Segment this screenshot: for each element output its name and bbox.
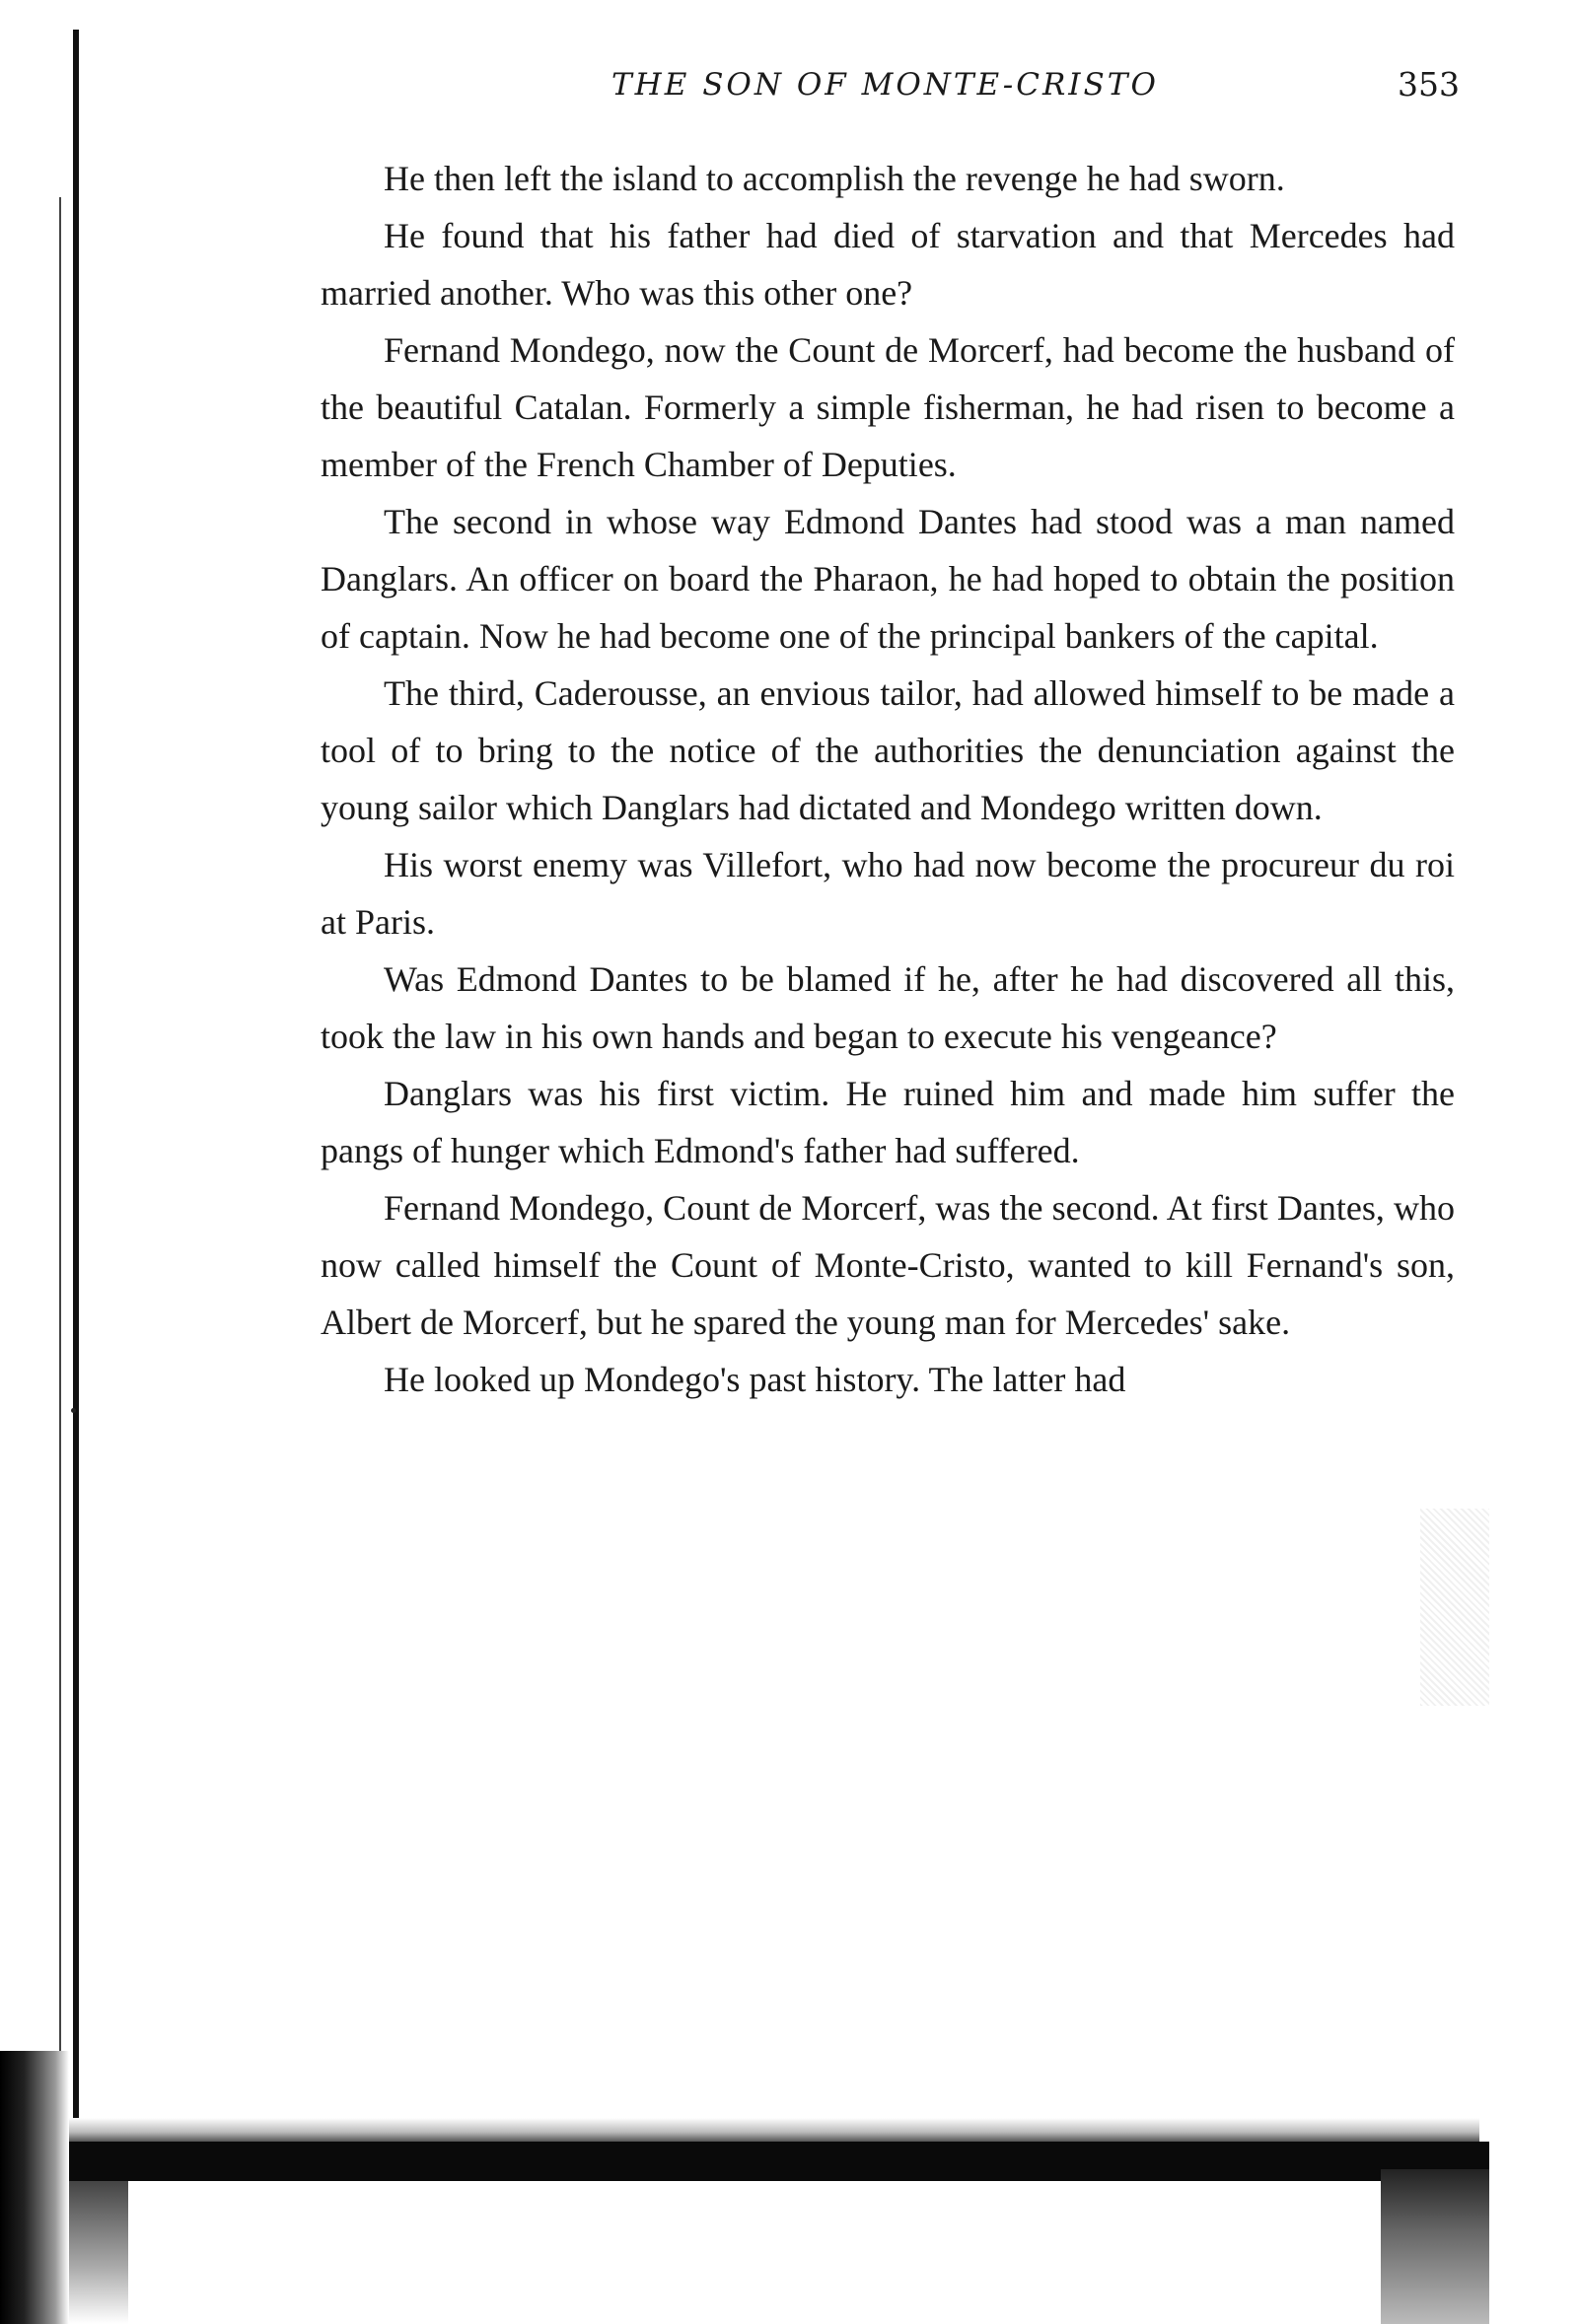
paragraph: He then left the island to accomplish the revenge he had sworn.	[384, 159, 1285, 198]
paragraph: His worst enemy was Villefort, who had now become the procureur du roi at Paris.	[321, 845, 1455, 942]
binding-edge	[73, 30, 79, 2149]
paragraph: Was Edmond Dantes to be blamed if he, after he had discovered all this, took the law in his own hands and began to execute his vengeance?	[321, 959, 1455, 1056]
paper-speckle	[1420, 1509, 1489, 1706]
page-number: 353	[1398, 65, 1460, 104]
binding-mark	[71, 1408, 76, 1413]
body-text	[321, 150, 1455, 1408]
binding-shadow	[0, 2051, 69, 2324]
running-title: THE SON OF MONTE-CRISTO	[611, 67, 1159, 103]
paragraph: He looked up Mondego's past history. The latter had	[384, 1360, 1126, 1399]
scan-edge-shadow	[0, 2118, 1479, 2142]
scan-corner-shadow	[1381, 2169, 1489, 2324]
paragraph: Fernand Mondego, Count de Morcerf, was the second. At first Dantes, who now called himself the Count of Monte-Cristo, wanted to kill Fernand's son, Albert de Morcerf, but he spared the young man for Mercedes' sake.	[321, 1188, 1455, 1342]
paragraph: He found that his father had died of starvation and that Mercedes had married another. Who was this other one?	[321, 216, 1455, 313]
paragraph: Fernand Mondego, now the Count de Morcerf, had become the husband of the beautiful Catalan. Formerly a simple fisherman, he had risen to become a member of the French Chamber of Deputies.	[321, 330, 1455, 484]
scan-edge-bar	[0, 2142, 1489, 2181]
binding-edge-thin	[59, 197, 61, 2120]
running-header	[296, 59, 1460, 118]
paragraph: The second in whose way Edmond Dantes had stood was a man named Danglars. An officer on board the Pharaon, he had hoped to obtain the position of captain. Now he had become one of the principal bankers of the capital.	[321, 502, 1455, 656]
paragraph: Danglars was his first victim. He ruined him and made him suffer the pangs of hunger which Edmond's father had suffered.	[321, 1074, 1455, 1170]
paragraph: The third, Caderousse, an envious tailor, had allowed himself to be made a tool of to bring to the notice of the authorities the denunciation against the young sailor which Danglars had dictated and Mondego written down.	[321, 673, 1455, 827]
